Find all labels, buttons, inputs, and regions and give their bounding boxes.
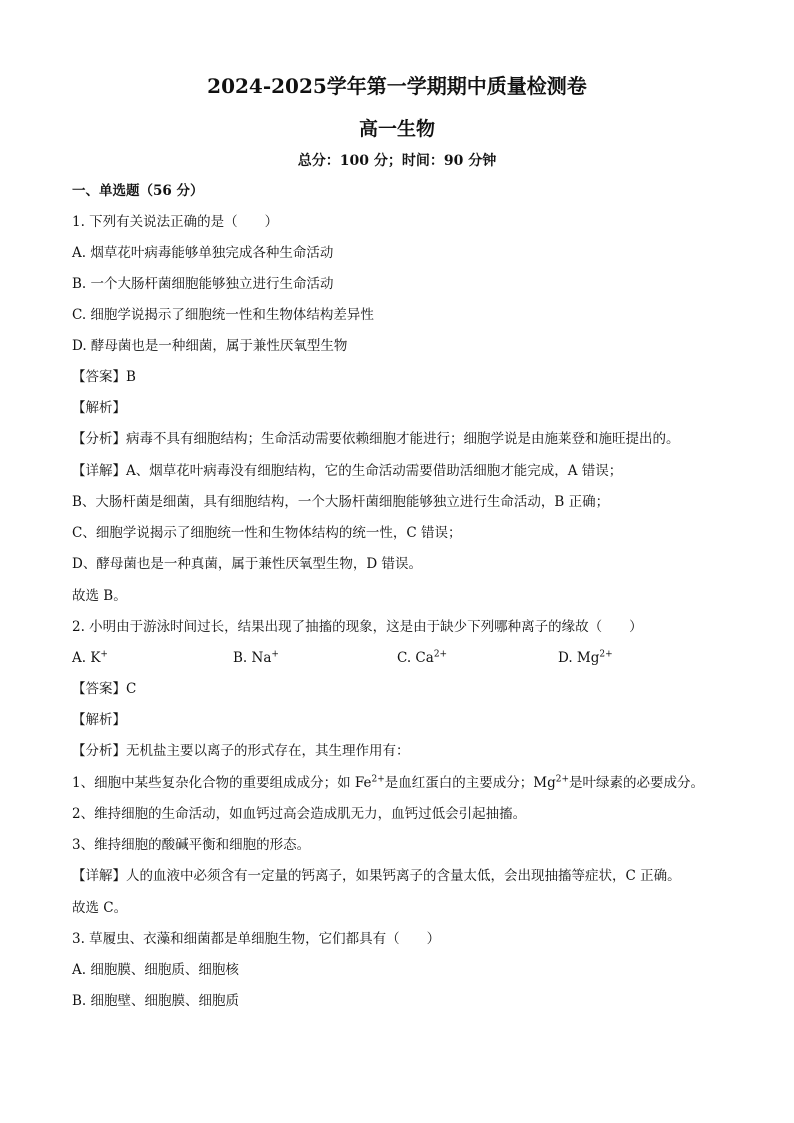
q2-point-3: 3、维持细胞的酸碱平衡和细胞的形态。 (72, 837, 311, 853)
q1-detail-c: C、细胞学说揭示了细胞统一性和生物体结构的统一性，C 错误； (72, 525, 462, 541)
q2-point-2: 2、维持细胞的生命活动，如血钙过高会造成肌无力，血钙过低会引起抽搐。 (72, 806, 527, 822)
q3-stem: 3. 草履虫、衣藻和细菌都是单细胞生物，它们都具有（ ） (72, 931, 441, 947)
q1-answer: 【答案】B (72, 369, 136, 385)
q1-option-d: D. 酵母菌也是一种细菌，属于兼性厌氧型生物 (72, 338, 348, 354)
q1-fenxi: 【分析】病毒不具有细胞结构；生命活动需要依赖细胞才能进行；细胞学说是由施莱登和施旺提出的。 (72, 431, 680, 447)
q1-detail-b: B、大肠杆菌是细菌，具有细胞结构，一个大肠杆菌细胞能够独立进行生命活动，B 正确； (72, 494, 610, 510)
exam-title: 2024-2025学年第一学期期中质量检测卷 (207, 74, 587, 98)
q2-option-c: C. $Ca^{2+}$ (397, 649, 448, 666)
q1-conclusion: 故选 B。 (72, 588, 127, 604)
q2-fenxi: 【分析】无机盐主要以离子的形式存在，其生理作用有： (72, 743, 410, 759)
q2-analysis-tag: 【解析】 (72, 712, 126, 728)
q3-option-a: A. 细胞膜、细胞质、细胞核 (72, 962, 239, 978)
q1-option-b: B. 一个大肠杆菌细胞能够独立进行生命活动 (72, 276, 334, 292)
q1-analysis-tag: 【解析】 (72, 400, 126, 416)
q1-option-a: A. 烟草花叶病毒能够单独完成各种生命活动 (72, 245, 334, 261)
q2-answer: 【答案】C (72, 681, 137, 697)
q1-detail-d: D、酵母菌也是一种真菌，属于兼性厌氧型生物，D 错误。 (72, 556, 422, 572)
q1-stem: 1. 下列有关说法正确的是（ ） (72, 214, 279, 230)
exam-info: 总分：100 分；时间：90 分钟 (297, 153, 497, 169)
section-heading: 一、单选题（56 分） (72, 183, 204, 199)
q2-option-d: D. $Mg^{2+}$ (558, 649, 613, 666)
q1-xiangjie: 【详解】A、烟草花叶病毒没有细胞结构，它的生命活动需要借助活细胞才能完成，A 错误； (72, 463, 623, 479)
q2-xiangjie: 【详解】人的血液中必须含有一定量的钙离子，如果钙离子的含量太低，会出现抽搐等症状，C 正确。 (72, 868, 681, 884)
exam-subject: 高一生物 (358, 118, 435, 140)
q2-stem: 2. 小明由于游泳时间过长，结果出现了抽搐的现象，这是由于缺少下列哪种离子的缘故（ ） (72, 619, 643, 635)
q1-option-c: C. 细胞学说揭示了细胞统一性和生物体结构差异性 (72, 307, 374, 323)
q2-point-1: 1、细胞中某些复杂化合物的重要组成成分；如 $Fe^{2+}$是血红蛋白的主要成分；$Mg^{2+}$是叶绿素的必要成分。 (72, 774, 705, 791)
q2-option-b: B. Na+ (233, 649, 279, 666)
q3-option-b: B. 细胞壁、细胞膜、细胞质 (72, 993, 240, 1009)
q2-conclusion: 故选 C。 (72, 900, 128, 916)
q2-option-a: A. K+ (72, 649, 108, 666)
